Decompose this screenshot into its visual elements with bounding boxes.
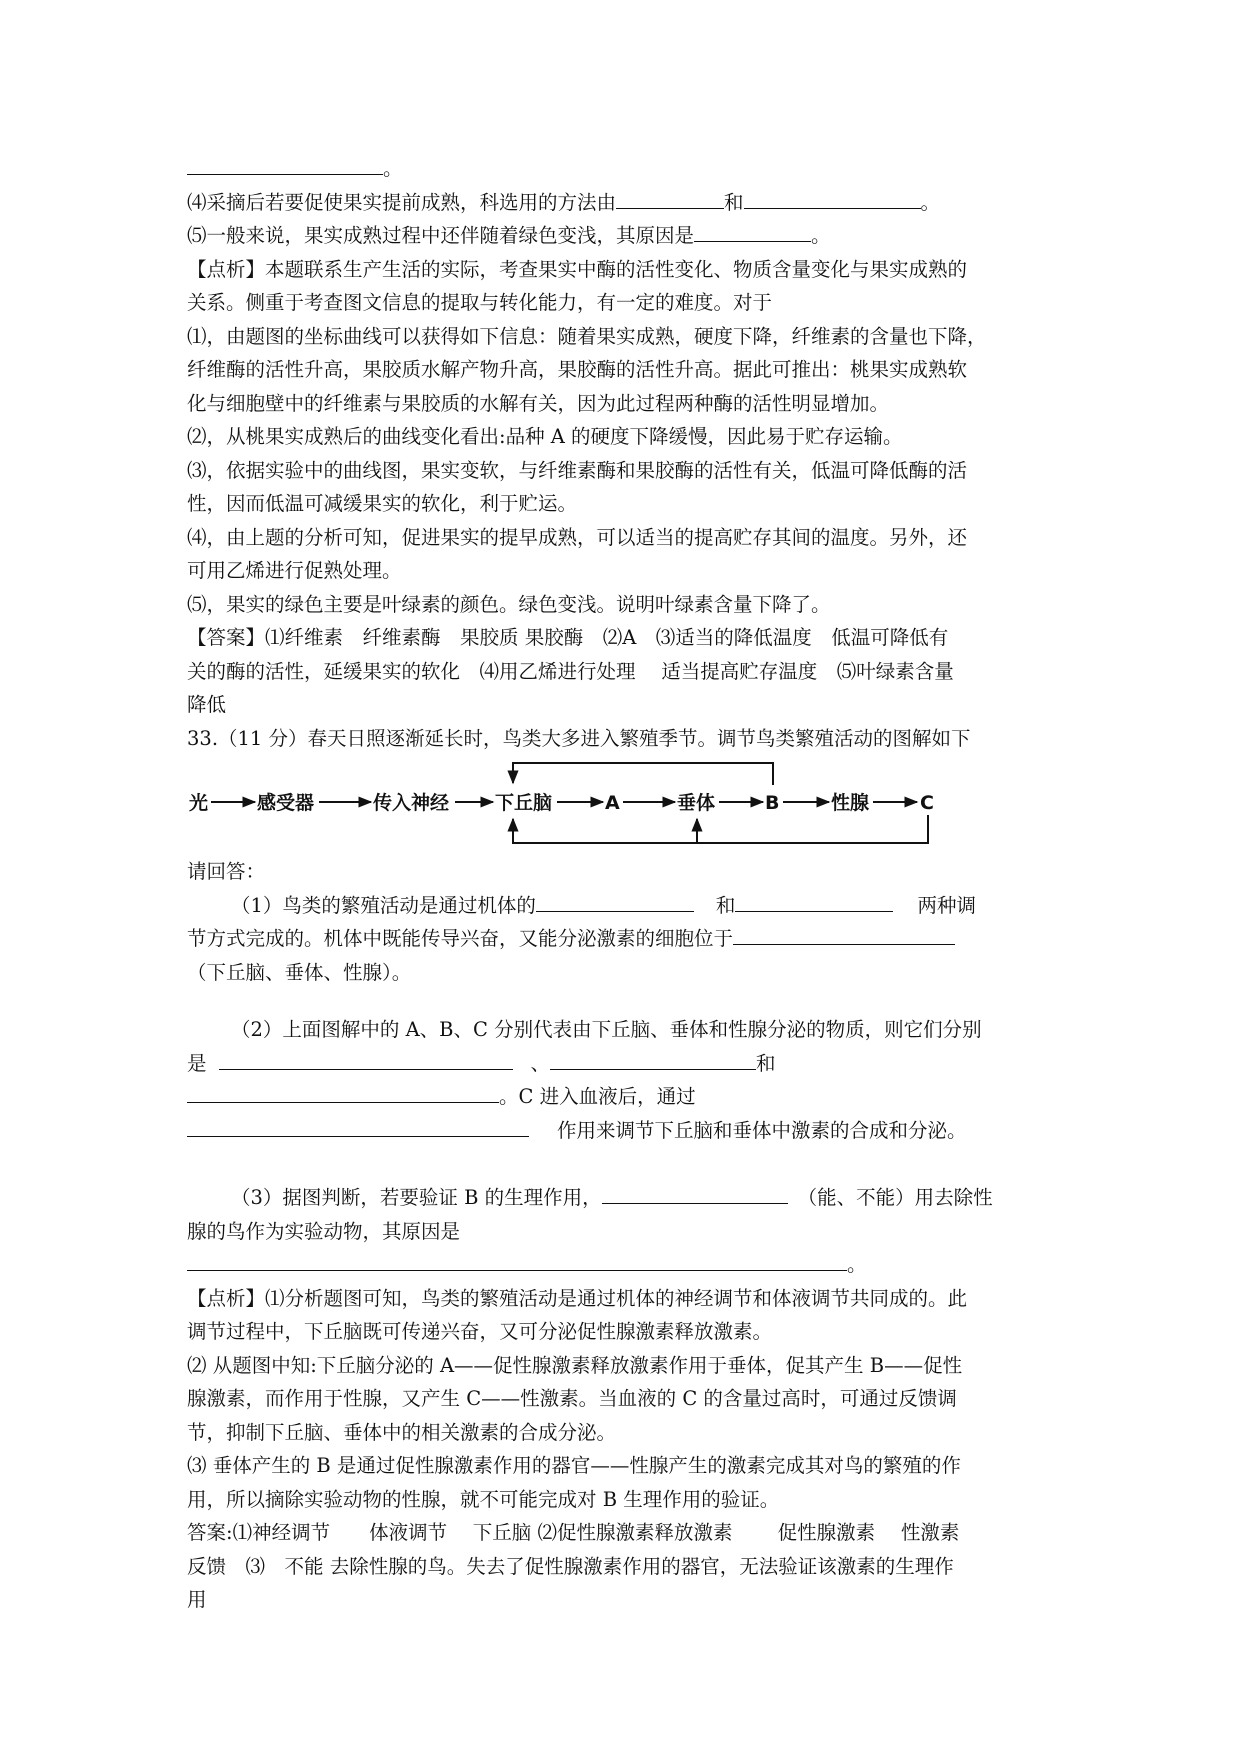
sub-question-2-line4: 作用来调节下丘脑和垂体中激素的合成和分泌。	[187, 1114, 1057, 1148]
answer-blank[interactable]	[733, 922, 955, 945]
node-b: B	[765, 792, 780, 814]
analysis-line: ⑵ 从题图中知:下丘脑分泌的 A——促性腺激素释放激素作用于垂体，促其产生 B——促性	[187, 1353, 963, 1377]
analysis-line: 纤维酶的活性升高，果胶质水解产物升高，果胶酶的活性升高。据此可推出：桃果实成熟软	[187, 358, 968, 381]
prompt-please-answer: 请回答：	[187, 860, 266, 883]
answer-line: 降低	[187, 693, 227, 716]
analysis-line: 可用乙烯进行促熟处理。	[187, 559, 402, 582]
analysis-line: 调节过程中，下丘脑既可传递兴奋，又可分泌促性腺激素释放激素。	[187, 1320, 773, 1343]
answer-blank[interactable]	[187, 1080, 499, 1103]
node-light: 光	[189, 792, 209, 814]
sub-question-1-line3: （下丘脑、垂体、性腺）。	[187, 960, 412, 984]
answer-line: 关的酶的活性，延缓果实的软化 ⑷用乙烯进行处理 适当提高贮存温度 ⑸叶绿素含量	[187, 659, 954, 683]
answer-line: 反馈 ⑶ 不能 去除性腺的鸟。失去了促性腺激素作用的器官，无法验证该激素的生理作	[187, 1554, 954, 1578]
answer-line: 用	[187, 1588, 207, 1611]
sub-question-2-line3: 。C 进入血液后，通过	[187, 1080, 1057, 1114]
answer-line: 【答案】⑴纤维素 纤维素酶 果胶质 果胶酶 ⑵A ⑶适当的降低温度 低温可降低有	[187, 626, 949, 649]
node-pituitary: 垂体	[677, 792, 716, 814]
analysis-line: 腺激素，而作用于性腺，又产生 C——性激素。当血液的 C 的含量过高时，可通过反馈调	[187, 1387, 957, 1410]
answer-blank[interactable]	[550, 1047, 756, 1070]
analysis-line: 【点析】⑴分析题图可知，鸟类的繁殖活动是通过机体的神经调节和体液调节共同成的。此	[187, 1286, 968, 1310]
answer-blank[interactable]	[616, 186, 724, 209]
node-a: A	[605, 792, 620, 814]
sub-question-3-line2: 腺的鸟作为实验动物，其原因是	[187, 1219, 461, 1243]
analysis-line: 节，抑制下丘脑、垂体中的相关激素的合成分泌。	[187, 1420, 617, 1444]
node-c: C	[920, 792, 934, 814]
analysis-line: 性，因而低温可减缓果实的软化，利于贮运。	[187, 492, 578, 515]
q4-question: ⑷采摘后若要促使果实提前成熟，科选用的方法由 和 。	[187, 186, 1057, 220]
answer-blank[interactable]	[602, 1181, 788, 1204]
answer-blank[interactable]	[744, 186, 921, 209]
answer-blank[interactable]	[187, 1248, 847, 1271]
analysis-line: ⑸，果实的绿色主要是叶绿素的颜色。绿色变浅。说明叶绿素含量下降了。	[187, 592, 831, 616]
analysis-line: 【点析】本题联系生产生活的实际，考查果实中酶的活性变化、物质含量变化与果实成熟的	[187, 257, 968, 281]
sub-question-3: （3）据图判断，若要验证 B 的生理作用， （能、不能）用去除性	[187, 1181, 1057, 1215]
q3-answer-line: 。	[187, 152, 1057, 186]
answer-blank[interactable]	[187, 152, 383, 175]
analysis-line: ⑷，由上题的分析可知，促进果实的提早成熟，可以适当的提高贮存其间的温度。另外，还	[187, 525, 968, 549]
analysis-line: ⑵，从桃果实成熟后的曲线变化看出:品种 A 的硬度下降缓慢，因此易于贮存运输。	[187, 425, 903, 448]
node-receptor: 感受器	[257, 792, 315, 814]
feedback-top-loop	[513, 763, 773, 785]
node-afferent-nerve: 传入神经	[373, 792, 450, 814]
analysis-line: 化与细胞壁中的纤维素与果胶质的水解有关，因为此过程两种酶的活性明显增加。	[187, 391, 890, 415]
sub-question-2-line2: 是 、 和	[187, 1047, 1057, 1081]
answer-line: 答案:⑴神经调节 体液调节 下丘脑 ⑵促性腺激素释放激素 促性腺激素 性激素	[187, 1521, 960, 1544]
node-hypothalamus: 下丘脑	[495, 792, 553, 814]
q5-question: ⑸一般来说，果实成熟过程中还伴随着绿色变浅，其原因是 。	[187, 219, 1057, 253]
feedback-bottom-loop	[513, 815, 928, 843]
analysis-line: ⑶，依据实验中的曲线图，果实变软，与纤维素酶和果胶酶的活性有关，低温可降低酶的活	[187, 458, 968, 482]
sub-question-2: （2）上面图解中的 A、B、C 分别代表由下丘脑、垂体和性腺分泌的物质，则它们分别	[231, 1018, 982, 1041]
answer-blank[interactable]	[694, 219, 811, 242]
spacer	[187, 989, 1057, 1013]
analysis-line: 用，所以摘除实验动物的性腺，就不可能完成对 B 生理作用的验证。	[187, 1487, 780, 1511]
answer-blank[interactable]	[219, 1047, 513, 1070]
sub-question-1-line2: 节方式完成的。机体中既能传导兴奋，又能分泌激素的细胞位于	[187, 922, 1057, 956]
node-gonad: 性腺	[831, 792, 870, 814]
analysis-line: 关系。侧重于考查图文信息的提取与转化能力，有一定的难度。对于	[187, 291, 773, 314]
sub-question-3-line3: 。	[187, 1248, 1057, 1282]
spacer	[187, 1147, 1057, 1181]
sub-question-1: （1）鸟类的繁殖活动是通过机体的 和 两种调	[187, 889, 1057, 923]
answer-blank[interactable]	[187, 1114, 529, 1137]
question-33-intro: 33.（11 分）春天日照逐渐延长时，鸟类大多进入繁殖季节。调节鸟类繁殖活动的图解如下	[187, 726, 971, 750]
analysis-line: ⑴，由题图的坐标曲线可以获得如下信息：随着果实成熟，硬度下降，纤维素的含量也下降，	[187, 324, 987, 348]
answer-blank[interactable]	[735, 889, 893, 912]
document-content	[187, 152, 1057, 1617]
answer-blank[interactable]	[536, 889, 694, 912]
flow-diagram-svg	[183, 757, 943, 853]
analysis-line: ⑶ 垂体产生的 B 是通过促性腺激素作用的器官——性腺产生的激素完成其对鸟的繁殖的作	[187, 1454, 961, 1477]
regulation-flow-diagram	[187, 757, 1057, 853]
